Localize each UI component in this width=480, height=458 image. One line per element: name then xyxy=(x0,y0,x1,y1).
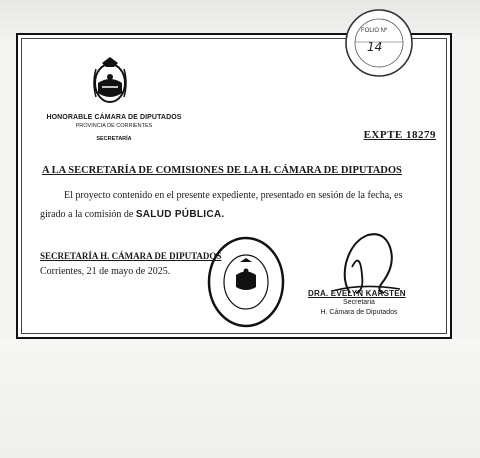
folio-stamp-icon xyxy=(343,6,415,80)
province-name: PROVINCIA DE CORRIENTES xyxy=(75,123,153,129)
place-date: Corrientes, 21 de mayo de 2025. xyxy=(40,266,171,277)
signatory-role: Secretaria xyxy=(343,299,375,306)
coat-of-arms-icon xyxy=(88,53,132,107)
body-line-2-prefix: girado a la comisión de xyxy=(40,209,136,220)
signatory-organization: H. Cámara de Diputados xyxy=(320,309,398,316)
commission-name: SALUD PÚBLICA. xyxy=(135,209,225,220)
folio-label: FOLIO Nº xyxy=(361,28,388,34)
folio-number: 14 xyxy=(367,40,383,54)
secretariat-label: SECRETARÍA H. CÁMARA DE DIPUTADOS xyxy=(40,251,222,261)
lower-page-area xyxy=(0,339,480,458)
institution-name: HONORABLE CÁMARA DE DIPUTADOS xyxy=(46,114,182,121)
expediente-number: EXPTE 18279 xyxy=(363,129,436,141)
body-line-2 xyxy=(40,209,224,220)
document-heading: A LA SECRETARÍA DE COMISIONES DE LA H. CÁMARA DE DIPUTADOS xyxy=(42,165,402,176)
official-seal-icon xyxy=(206,235,286,329)
office-name: SECRETARÍA xyxy=(96,136,132,142)
signatory-name: DRA. EVELYN KARSTEN xyxy=(308,289,406,298)
body-line-1: El proyecto contenido en el presente expediente, presentado en sesión de la fecha, es xyxy=(64,190,403,201)
